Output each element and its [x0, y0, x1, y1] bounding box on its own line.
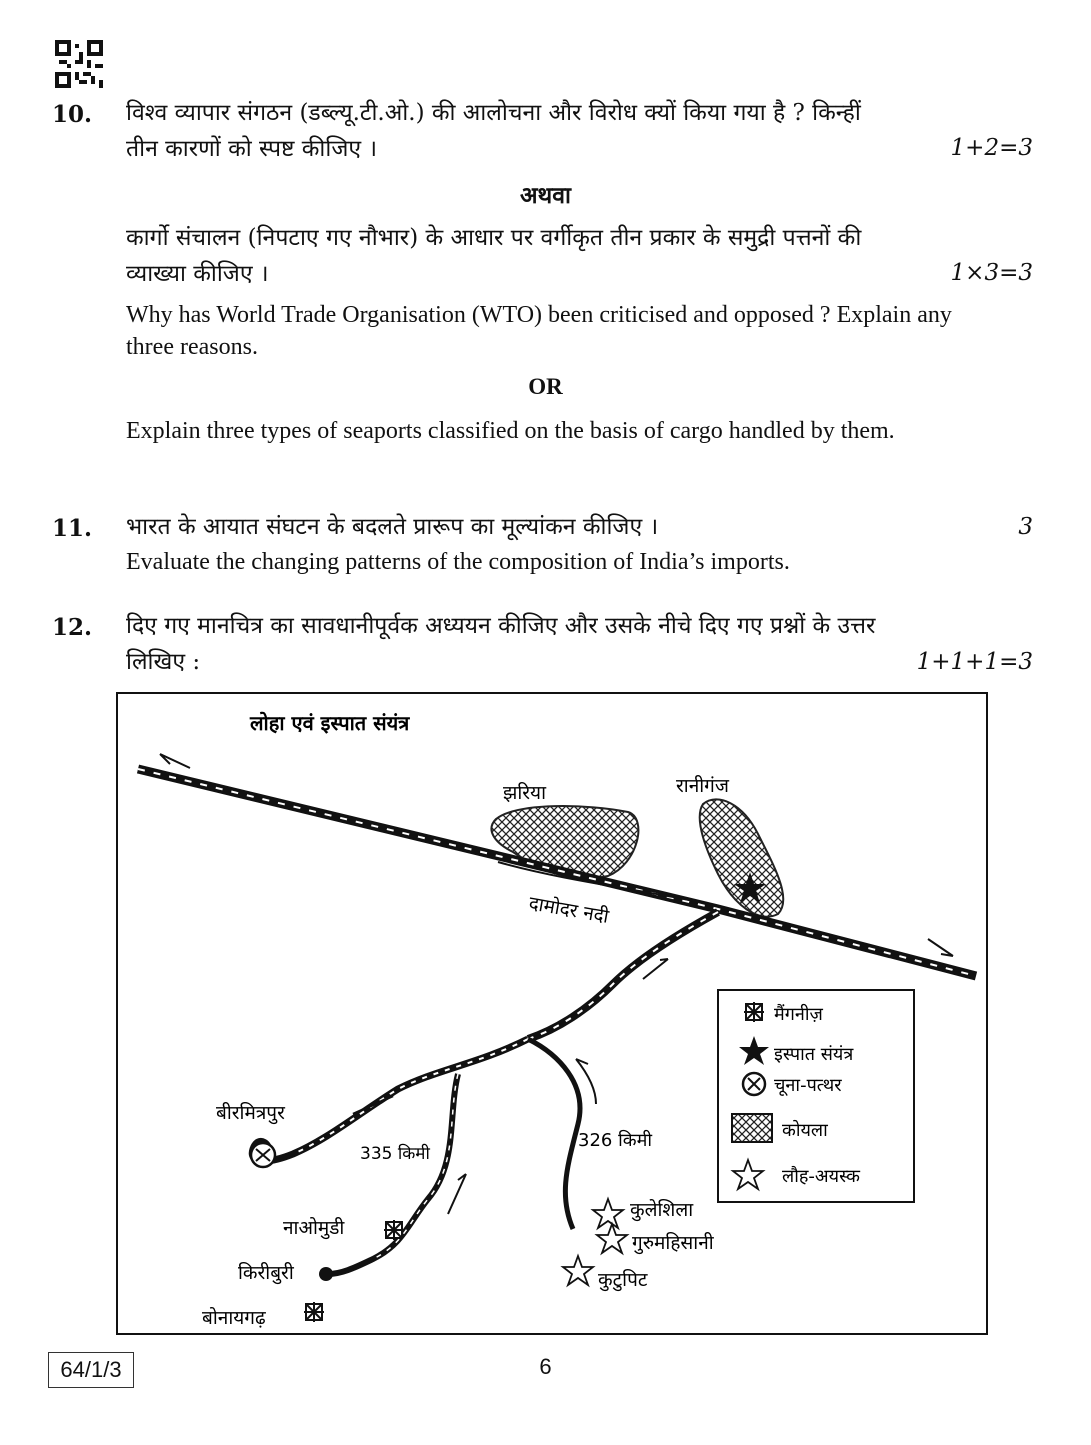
label-kutupit: कुटुपिट: [598, 1269, 648, 1291]
q12-hindi-line1: दिए गए मानचित्र का सावधानीपूर्वक अध्ययन कीजिए और उसके नीचे दिए गए प्रश्नों के उत्तर: [126, 613, 876, 639]
label-326km: 326 किमी: [578, 1130, 652, 1151]
paper-code: 64/1/3: [48, 1352, 134, 1388]
label-bonaigarh: बोनायगढ़: [202, 1307, 266, 1329]
label-naomundi: नाओमुडी: [283, 1217, 345, 1239]
legend-limestone: चूना-पत्थर: [774, 1075, 842, 1096]
arrow-icon: [160, 754, 190, 768]
label-kuleshila: कुलेशिला: [630, 1199, 694, 1221]
or-english: OR: [528, 374, 563, 399]
label-raniganj: रानीगंज: [676, 775, 729, 797]
q10-alt-english: Explain three types of seaports classified on the basis of cargo handled by them.: [126, 418, 895, 444]
arrow-icon: [448, 1174, 466, 1214]
iron-ore-icon: [593, 1199, 623, 1228]
q10-alt-hindi-line1: कार्गो संचालन (निपटाए गए नौभार) के आधार पर वर्गीकृत तीन प्रकार के समुद्री पत्तनों की: [126, 225, 862, 251]
map-title: लोहा एवं इस्पात संयंत्र: [250, 711, 410, 735]
or-hindi: अथवा: [519, 182, 571, 209]
q12-hindi-line2: लिखिए :: [126, 649, 201, 675]
legend-coal: कोयला: [782, 1120, 828, 1141]
legend-manganese: मैंगनीज़: [774, 1004, 823, 1025]
iron-ore-icon: [563, 1256, 593, 1285]
jharia-coalfield: [491, 806, 638, 878]
label-gurumahisani: गुरुमहिसानी: [632, 1232, 714, 1254]
route-335km: [252, 1039, 528, 1161]
iron-ore-icon: [597, 1224, 627, 1253]
q10-alt-marks: 1×3=3: [950, 260, 1033, 286]
legend-coal-icon: [732, 1114, 772, 1142]
question-number: 11.: [52, 515, 93, 542]
arrow-icon: [353, 1096, 393, 1114]
label-damodar: दामोदर नदी: [527, 892, 611, 928]
manganese-icon: [384, 1220, 404, 1240]
manganese-icon: [304, 1302, 324, 1322]
arrow-icon: [928, 939, 953, 956]
iron-steel-map: [118, 694, 986, 1333]
q10-hindi-line2: तीन कारणों को स्पष्ट कीजिए ।: [126, 136, 378, 162]
legend-manganese-icon: [744, 1002, 764, 1022]
q10-english: Why has World Trade Organisation (WTO) been criticised and opposed ? Explain any three reasons.: [126, 302, 952, 360]
question-number: 12.: [52, 614, 93, 641]
label-kiriburu: किरीबुरी: [238, 1262, 294, 1284]
label-jharia: झरिया: [503, 782, 546, 804]
q10-marks: 1+2=3: [950, 135, 1033, 161]
label-birmitrapur: बीरमित्रपुर: [216, 1102, 285, 1124]
qr-code-icon: [55, 40, 103, 88]
q11-english: Evaluate the changing patterns of the composition of India’s imports.: [126, 549, 790, 575]
route-naomundi: [328, 1074, 458, 1274]
q11-hindi: भारत के आयात संघटन के बदलते प्रारूप का मूल्यांकन कीजिए ।: [126, 514, 659, 540]
legend-steel-plant: इस्पात संयंत्र: [774, 1044, 854, 1065]
q10-alt-hindi-line2: व्याख्या कीजिए ।: [126, 261, 269, 287]
route-326km: [528, 1039, 580, 1229]
page-number: 6: [539, 1354, 552, 1379]
q11-marks: 3: [1018, 514, 1033, 540]
q10-hindi-line1: विश्व व्यापार संगठन (डब्ल्यू.टी.ओ.) की आलोचना और विरोध क्यों किया गया है ? किन्हीं: [126, 100, 861, 126]
arrow-icon: [643, 959, 668, 979]
question-number: 10.: [52, 101, 93, 128]
q12-marks: 1+1+1=3: [916, 649, 1033, 675]
kiriburu-dot: [319, 1267, 333, 1281]
map-frame: [116, 692, 988, 1335]
label-335km: 335 किमी: [360, 1144, 430, 1164]
legend-iron-ore: लौह-अयस्क: [782, 1166, 860, 1187]
